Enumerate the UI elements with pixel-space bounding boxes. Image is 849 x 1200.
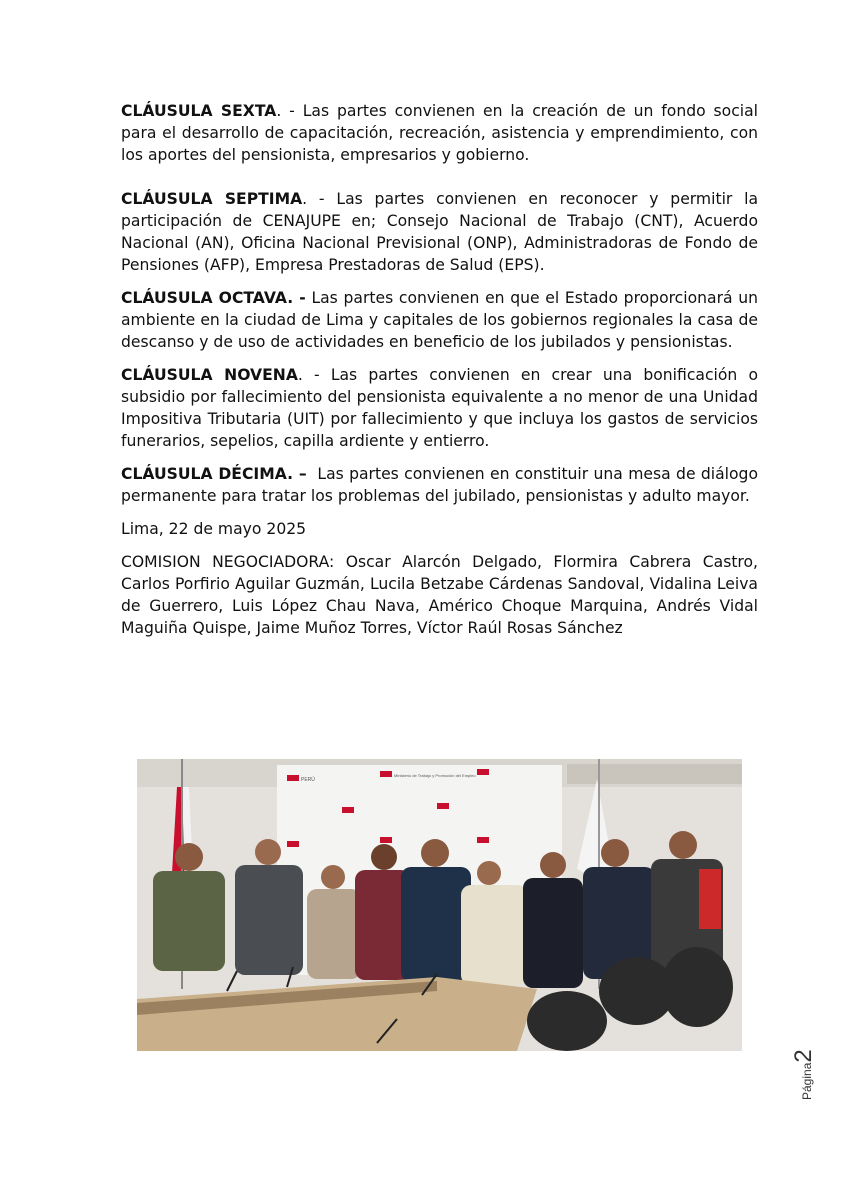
page-digit: 2 — [790, 1049, 817, 1063]
clause-text: Las partes convienen en que el Estado proporcionará un ambiente en la ciudad de Lima y capitales de los gobiernos regionales la casa de descanso y de uso de actividades en beneficio de los jubilados y pensionistas. — [121, 289, 758, 351]
document-body — [121, 100, 758, 650]
clause-novena — [121, 364, 758, 452]
clause-text: Las partes convienen en reconocer y permitir la participación de CENAJUPE en; Consejo Nacional de Trabajo (CNT), Acuerdo Nacional (AN), Oficina Nacional Previsional (ONP), Administradoras de Fondo de Pensiones (AFP), Empresa Prestadoras de Salud (EPS). — [121, 190, 759, 274]
clause-title: CLÁUSULA SEXTA — [121, 102, 277, 120]
banner-text: PERÚ — [301, 777, 315, 783]
clause-octava — [121, 287, 758, 353]
clause-separator: . - — [297, 366, 331, 384]
clause-decima — [121, 463, 758, 507]
clause-title: CLÁUSULA NOVENA — [121, 366, 298, 384]
clause-separator: . - — [276, 102, 303, 120]
clause-sexta — [121, 100, 758, 166]
clause-separator — [307, 465, 318, 483]
clause-septima — [121, 188, 758, 276]
clause-title: CLÁUSULA DÉCIMA. – — [121, 465, 307, 483]
page-number — [790, 1030, 830, 1100]
clause-text: Las partes convienen en crear una bonificación o subsidio por fallecimiento del pensionista equivalente a no menor de una Unidad Impositiva Tributaria (UIT) por fallecimiento y que incluya los gastos de servicios funerarios, sepelios, capilla ardiente y entierro. — [121, 366, 758, 450]
clause-separator: . - — [302, 190, 337, 208]
clause-text: Las partes convienen en la creación de un fondo social para el desarrollo de capacitación, recreación, asistencia y emprendimiento, con los aportes del pensionista, empresarios y gobierno. — [121, 102, 759, 164]
clause-title: CLÁUSULA SEPTIMA — [121, 190, 303, 208]
group-photo — [137, 759, 742, 1051]
clause-text: Las partes convienen en constituir una mesa de diálogo permanente para tratar los problemas del jubilado, pensionistas y adulto mayor. — [121, 465, 758, 505]
negotiating-commission: COMISION NEGOCIADORA: Oscar Alarcón Delgado, Flormira Cabrera Castro, Carlos Porfirio Aguilar Guzmán, Lucila Betzabe Cárdenas Sandoval, Vidalina Leiva de Guerrero, Luis López Chau Nava, Américo Choque Marquina, Andrés Vidal Maguiña Quispe, Jaime Muñoz Torres, Víctor Raúl Rosas Sánchez — [121, 553, 758, 637]
banner-subtext: Ministerio de Trabajo y Promoción del Empleo — [394, 773, 476, 778]
clause-title: CLÁUSULA OCTAVA. - — [121, 289, 306, 307]
place-date: Lima, 22 de mayo 2025 — [121, 520, 307, 538]
page-word: Página — [800, 1062, 814, 1100]
